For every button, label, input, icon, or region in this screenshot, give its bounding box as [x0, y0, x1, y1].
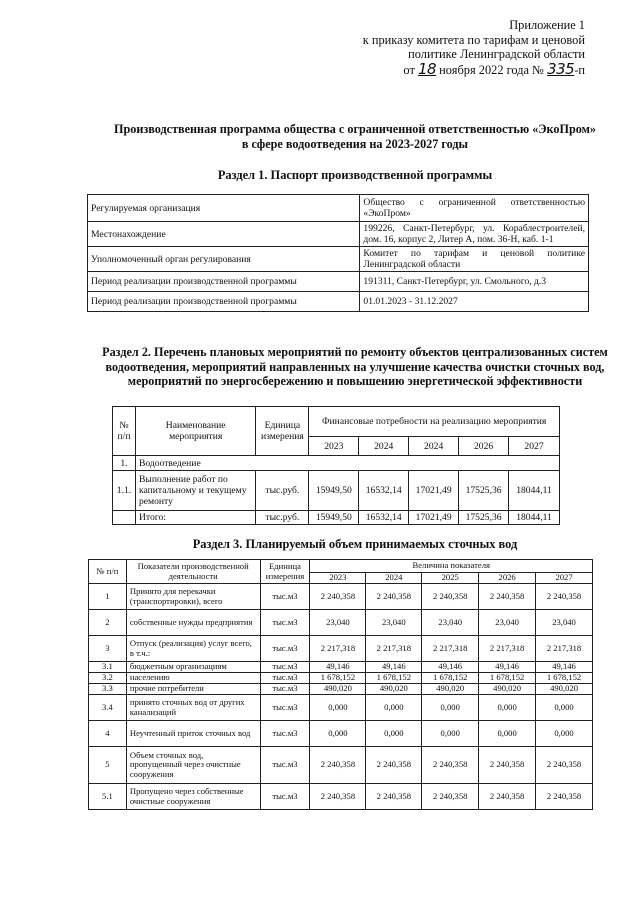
table-header-row [113, 407, 560, 437]
appendix-authority: политике Ленинградской области [408, 47, 585, 62]
row-name: Выполнение работ по капитальному и текущему ремонту [135, 471, 255, 511]
row-value: 1 678,152 [310, 673, 366, 684]
year-header: 2024 [366, 573, 422, 584]
appendix-title: Приложение 1 [509, 18, 585, 32]
document-title [70, 122, 640, 151]
table-row [89, 684, 593, 695]
row-unit: тыс.м3 [260, 684, 310, 695]
year-header: 2027 [536, 573, 593, 584]
row-name: Объем сточных вод, пропущенный через очистные сооружения [126, 747, 260, 784]
row-value: 490,020 [310, 684, 366, 695]
col-num-header: № п/п [113, 407, 136, 456]
passport-value: 199226, Санкт-Петербург, ул. Кораблестроителей, дом. 16, корпус 2, Литер А, пом. 36-Н, каб. 1-1 [360, 222, 589, 247]
col-name-header: Показатели производственной деятельности [126, 560, 260, 584]
year-header: 2026 [459, 437, 509, 456]
col-num-header: № п/п [89, 560, 127, 584]
year-header: 2024 [359, 437, 409, 456]
row-num: 2 [89, 610, 127, 636]
row-name: населению [126, 673, 260, 684]
row-value: 2 240,358 [536, 747, 593, 784]
row-name: Неучтенный приток сточных вод [126, 721, 260, 747]
row-unit: тыс.м3 [260, 695, 310, 721]
table-row [88, 222, 589, 247]
row-value: 490,020 [536, 684, 593, 695]
row-name: Итого: [135, 511, 255, 525]
row-value: 2 240,358 [422, 584, 479, 610]
table-row [89, 610, 593, 636]
col-val-header: Величина показателя [310, 560, 593, 573]
row-name: бюджетным организациям [126, 662, 260, 673]
row-value: 1 678,152 [479, 673, 536, 684]
row-num: 3.2 [89, 673, 127, 684]
row-unit: тыс.м3 [260, 584, 310, 610]
col-unit-header: Единица измерения [260, 560, 310, 584]
passport-label: Регулируемая организация [88, 195, 360, 222]
row-value: 2 240,358 [479, 584, 536, 610]
passport-value: Комитет по тарифам и ценовой политике Ленинградской области [360, 247, 589, 272]
row-value: 2 240,358 [536, 584, 593, 610]
table-header-row [89, 560, 593, 573]
row-value: 0,000 [422, 695, 479, 721]
row-value: 16532,14 [359, 511, 409, 525]
row-value: 23,040 [536, 610, 593, 636]
appendix-order-ref: к приказу комитета по тарифам и ценовой [362, 32, 585, 47]
row-value: 0,000 [479, 721, 536, 747]
order-suffix: -п [574, 62, 585, 77]
row-value: 23,040 [366, 610, 422, 636]
row-value: 2 240,358 [366, 784, 422, 810]
row-value: 18044,11 [509, 511, 560, 525]
row-value: 2 240,358 [310, 747, 366, 784]
row-name: собственные нужды предприятия [126, 610, 260, 636]
section1-heading: Раздел 1. Паспорт производственной программы [217, 168, 493, 182]
row-value: 0,000 [366, 695, 422, 721]
row-num: 1. [113, 456, 136, 471]
row-num: 3.4 [89, 695, 127, 721]
row-value: 2 240,358 [310, 784, 366, 810]
section3-heading: Раздел 3. Планируемый объем принимаемых сточных вод [192, 537, 518, 551]
table-row [89, 721, 593, 747]
row-unit: тыс.м3 [260, 747, 310, 784]
row-num: 5 [89, 747, 127, 784]
row-num: 5.1 [89, 784, 127, 810]
row-value: 17525,36 [459, 471, 509, 511]
table-row [88, 195, 589, 222]
table-row [89, 747, 593, 784]
row-value: 2 240,358 [422, 747, 479, 784]
row-value: 1 678,152 [422, 673, 479, 684]
row-value: 23,040 [422, 610, 479, 636]
passport-table [87, 194, 589, 312]
row-value: 15949,50 [309, 511, 359, 525]
row-value: 15949,50 [309, 471, 359, 511]
table-row [88, 272, 589, 292]
row-value: 0,000 [310, 721, 366, 747]
row-name: Отпуск (реализация) услуг всего, в т.ч.: [126, 636, 260, 662]
row-value: 17021,49 [409, 471, 459, 511]
row-value: 2 240,358 [479, 784, 536, 810]
year-header: 2024 [409, 437, 459, 456]
row-unit: тыс.руб. [256, 471, 309, 511]
row-value: 2 240,358 [422, 784, 479, 810]
section2-heading [70, 345, 640, 389]
row-value: 1 678,152 [366, 673, 422, 684]
year-header: 2023 [309, 437, 359, 456]
row-value: 2 240,358 [479, 747, 536, 784]
passport-value: 191311, Санкт-Петербург, ул. Смольного, д.3 [360, 272, 589, 292]
row-value: 1 678,152 [536, 673, 593, 684]
row-value: 49,146 [310, 662, 366, 673]
row-value: 490,020 [479, 684, 536, 695]
row-name: прочие потребители [126, 684, 260, 695]
row-unit: тыс.м3 [260, 721, 310, 747]
row-value: 2 240,358 [310, 584, 366, 610]
row-value: 23,040 [479, 610, 536, 636]
year-header: 2026 [479, 573, 536, 584]
row-value: 490,020 [366, 684, 422, 695]
table-row [89, 784, 593, 810]
row-unit: тыс.м3 [260, 662, 310, 673]
table-row [113, 511, 560, 525]
row-value: 17525,36 [459, 511, 509, 525]
row-value: 0,000 [536, 721, 593, 747]
row-num [113, 511, 136, 525]
col-unit-header: Единица измерения [256, 407, 309, 456]
table-row [89, 695, 593, 721]
document-title-line2: в сфере водоотведения на 2023-2027 годы [241, 136, 469, 151]
row-value: 2 240,358 [366, 747, 422, 784]
row-value: 16532,14 [359, 471, 409, 511]
col-fin-header: Финансовые потребности на реализацию мероприятия [309, 407, 560, 437]
appendix-block [325, 18, 585, 77]
row-value: 2 217,318 [422, 636, 479, 662]
row-value: 23,040 [310, 610, 366, 636]
row-value: 490,020 [422, 684, 479, 695]
row-value: 49,146 [536, 662, 593, 673]
wastewater-table [88, 559, 593, 810]
row-unit: тыс.м3 [260, 636, 310, 662]
measures-table [112, 406, 560, 525]
row-unit: тыс.м3 [260, 610, 310, 636]
row-num: 3.3 [89, 684, 127, 695]
table-row [113, 456, 560, 471]
table-row [89, 636, 593, 662]
row-value: 0,000 [536, 695, 593, 721]
passport-label: Период реализации производственной программы [88, 272, 360, 292]
col-name-header: Наименование мероприятия [135, 407, 255, 456]
section2-heading-line1: Раздел 2. Перечень плановых мероприятий по ремонту объектов централизованных систем [102, 345, 608, 359]
row-value: 2 217,318 [479, 636, 536, 662]
row-value: 0,000 [366, 721, 422, 747]
row-value: 0,000 [422, 721, 479, 747]
row-value: 2 240,358 [536, 784, 593, 810]
row-name: Принято для перекачки (транспортировки), всего [126, 584, 260, 610]
row-value: 18044,11 [509, 471, 560, 511]
row-name: принято сточных вод от других канализаций [126, 695, 260, 721]
date-prefix: от [403, 62, 415, 77]
appendix-date-line [325, 59, 585, 78]
row-value: 2 217,318 [536, 636, 593, 662]
row-value: 17021,49 [409, 511, 459, 525]
date-middle: ноября 2022 года № [439, 62, 544, 77]
passport-label: Местонахождение [88, 222, 360, 247]
row-value: 49,146 [422, 662, 479, 673]
handwritten-day: 18 [417, 59, 437, 78]
year-header: 2025 [422, 573, 479, 584]
table-row [89, 584, 593, 610]
row-value: 2 217,318 [310, 636, 366, 662]
year-header: 2027 [509, 437, 560, 456]
row-num: 1 [89, 584, 127, 610]
row-num: 1.1. [113, 471, 136, 511]
row-name: Водоотведение [135, 456, 559, 471]
row-unit: тыс.м3 [260, 673, 310, 684]
row-num: 3 [89, 636, 127, 662]
row-value: 2 240,358 [366, 584, 422, 610]
section2-heading-line3: мероприятий по энергосбережению и повышению энергетической эффективности [127, 374, 583, 389]
row-value: 49,146 [366, 662, 422, 673]
row-value: 2 217,318 [366, 636, 422, 662]
row-value: 0,000 [479, 695, 536, 721]
passport-value: Общество с ограниченной ответственностью «ЭкоПром» [360, 195, 589, 222]
year-header: 2023 [310, 573, 366, 584]
section2-heading-line2: водоотведения, мероприятий направленных на улучшение качества очистки сточных вод, [105, 359, 605, 374]
row-num: 4 [89, 721, 127, 747]
row-value: 49,146 [479, 662, 536, 673]
table-row [113, 471, 560, 511]
row-unit: тыс.м3 [260, 784, 310, 810]
row-name: Пропущено через собственные очистные сооружения [126, 784, 260, 810]
table-row [88, 292, 589, 312]
handwritten-number: 335 [547, 59, 575, 78]
table-row [88, 247, 589, 272]
row-value: 0,000 [310, 695, 366, 721]
row-num: 3.1 [89, 662, 127, 673]
row-unit: тыс.руб. [256, 511, 309, 525]
passport-label: Период реализации производственной программы [88, 292, 360, 312]
table-row [89, 673, 593, 684]
passport-label: Уполномоченный орган регулирования [88, 247, 360, 272]
document-title-line1: Производственная программа общества с ограниченной ответственностью «ЭкоПром» [113, 122, 597, 136]
passport-value: 01.01.2023 - 31.12.2027 [360, 292, 589, 312]
table-row [89, 662, 593, 673]
